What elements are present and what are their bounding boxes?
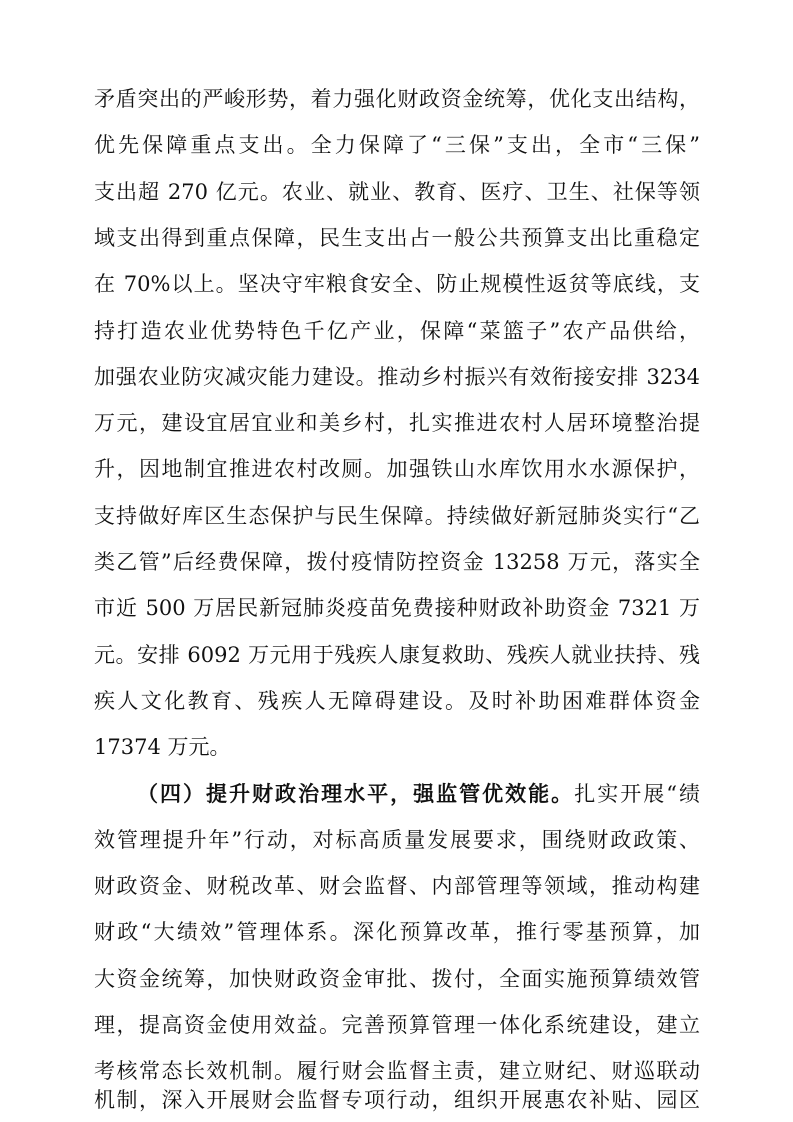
text-line: 支持做好库区生态保护与民生保障。持续做好新冠肺炎实行“乙 (94, 504, 700, 528)
text-line: 机制，深入开展财会监督专项行动，组织开展惠农补贴、园区 (94, 1088, 700, 1112)
text-line: 升，因地制宜推进农村改厕。加强铁山水库饮用水水源保护， (94, 457, 700, 481)
text-line: 域支出得到重点保障，民生支出占一般公共预算支出比重稳定 (94, 226, 700, 250)
text-line: 在 70%以上。坚决守牢粮食安全、防止规模性返贫等底线，支 (94, 272, 700, 296)
text-line: 财政资金、财税改革、财会监督、内部管理等领域，推动构建 (94, 874, 700, 898)
text-span: 扎实开展“绩 (574, 782, 700, 806)
text-line: 矛盾突出的严峻形势，着力强化财政资金统筹，优化支出结构， (94, 87, 700, 111)
text-line: 加强农业防灾减灾能力建设。推动乡村振兴有效衔接安排 3234 (94, 365, 700, 389)
text-line: 持打造农业优势特色千亿产业，保障“菜篮子”农产品供给， (94, 319, 700, 343)
text-line: 疾人文化教育、残疾人无障碍建设。及时补助困难群体资金 (94, 689, 700, 713)
text-line: 大资金统筹，加快财政资金审批、拨付，全面实施预算绩效管 (94, 967, 700, 991)
text-line: 效管理提升年”行动，对标高质量发展要求，围绕财政政策、 (94, 828, 700, 852)
text-line: 市近 500 万居民新冠肺炎疫苗免费接种财政补助资金 7321 万 (94, 596, 700, 620)
text-line: 财政“大绩效”管理体系。深化预算改革，推行零基预算，加 (94, 920, 700, 944)
text-line: 万元，建设宜居宜业和美乡村，扎实推进农村人居环境整治提 (94, 411, 700, 435)
text-line: 理，提高资金使用效益。完善预算管理一体化系统建设，建立 (94, 1013, 700, 1037)
text-line: 考核常态长效机制。履行财会监督主责，建立财纪、财巡联动 (94, 1059, 700, 1083)
text-line: 17374 万元。 (94, 735, 231, 759)
text-line: 类乙管”后经费保障，拨付疫情防控资金 13258 万元，落实全 (94, 550, 700, 574)
text-line: 优先保障重点支出。全力保障了“三保”支出，全市“三保” (94, 133, 700, 157)
text-line: 支出超 270 亿元。农业、就业、教育、医疗、卫生、社保等领 (94, 180, 700, 204)
text-line: 元。安排 6092 万元用于残疾人康复救助、残疾人就业扶持、残 (94, 643, 700, 667)
section-heading-line (137, 776, 700, 812)
section-heading: （四）提升财政治理水平，强监管优效能。 (137, 781, 575, 806)
